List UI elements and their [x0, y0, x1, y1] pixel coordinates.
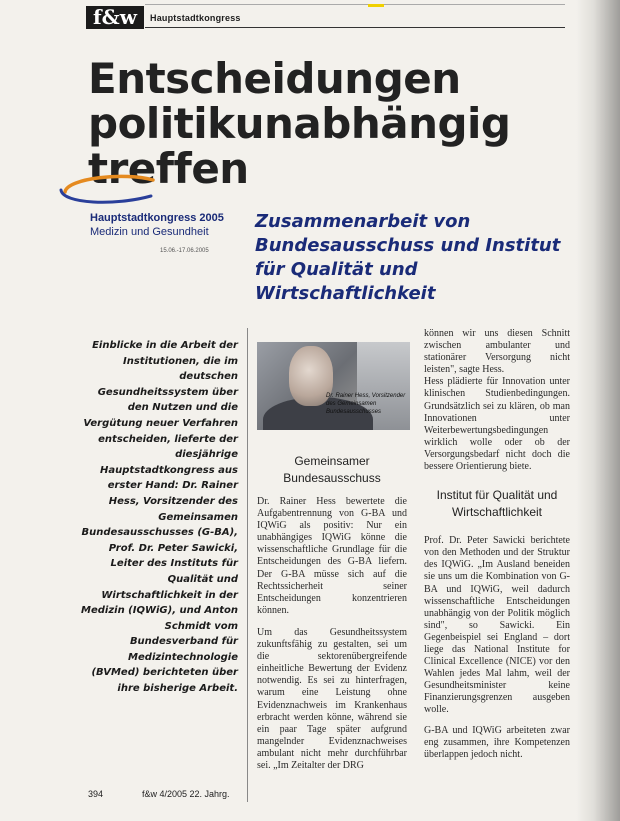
title-line-1: Entscheidungen [88, 54, 461, 103]
right-paragraph-4: G-BA und IQWiG arbeiteten zwar eng zusammen, ihre Kompetenzen überlappen jedoch nicht. [424, 724, 570, 760]
page-number: 394 [88, 789, 104, 799]
gba-paragraph-2: Um das Gesundheitssystem zukunftsfähig zu gestalten, sei um die sektorenübergreifende einheitliche Bewertung der Evidenz notwendig. Es sei zu hinterfragen, warum eine Leistung ohne Evidenznachweis im Krankenhaus erbracht werden könne, während sie ein paar Tage später aufgrund mangelnder Evidenznachweises ambulant nicht mehr durchführbar sei. „Im Zeitalter der DRG [257, 626, 407, 771]
top-rule [145, 4, 565, 5]
yellow-mark [368, 4, 384, 7]
right-column [424, 328, 570, 761]
gba-body [257, 496, 407, 782]
event-subname: Medizin und Gesundheit [90, 226, 209, 238]
intro-text: Einblicke in die Arbeit der Institutionen, die im deutschen Gesundheitssystem über den Nutzen und die Vergütung neuer Verfahren entscheiden, lieferte der diesjährige Hauptstadtkongress aus erster Hand: Dr. Rainer Hess, Vorsitzender des Gemeinsamen Bundesausschusses (G-BA), Prof. Dr. Peter Sawicki, Leiter des Instituts für Qualität und Wirtschaftlichkeit in der Medizin (IQWiG), und Anton Schmidt vom Bundesverband für Medizintechnologie (BVMed) berichteten über ihre bisherige Arbeit. [81, 340, 238, 695]
right-paragraph-1: können wir uns diesen Schnitt zwischen ambulanter und stationärer Versorgung nicht leisten", sagte Hess. [424, 328, 570, 376]
section-heading-iqwig: Institut für Qualität und Wirtschaftlichkeit [436, 488, 558, 520]
portrait-photo [257, 342, 410, 430]
right-paragraph-3: Prof. Dr. Peter Sawicki berichtete von den Methoden und der Struktur des IQWiG. „Im Ausland beneiden sie uns um die Kombination von G-BA und IQWiG, weil dadurch wissenschaftliche Entscheidungen unabhängig von der Politik möglich sind", so Sawicki. Ein Gegenbeispiel sei England – dort liege das National Institute for Clinical Excellence (NICE) vor den Wahlen jedes Mal lahm, weil der Gesundheitsminister keine Finanzierungsgrenzen ausgeben wolle. [424, 535, 570, 716]
title-line-2: politikunabhängig treffen [88, 99, 511, 193]
paragraph-gap [424, 717, 570, 725]
congress-logo-icon [55, 170, 165, 210]
section-heading-gba: Gemeinsamer Bundesausschuss [283, 454, 381, 485]
right-paragraph-2: Hess plädierte für Innovation unter klinischen Studienbedingungen. Grundsätzlich sei zu klären, ob man Innovationen unter Weiterbewertungsbedingungen wirklich wolle oder ob der Versorgungsbedarf nicht doch die bessere Orientierung biete. [424, 376, 570, 473]
event-name: Hauptstadtkongress 2005 [90, 212, 224, 224]
section-label: Hauptstadtkongress [150, 13, 241, 23]
issue-info: f&w 4/2005 22. Jahrg. [142, 789, 230, 799]
photo-caption: Dr. Rainer Hess, Vorsitzender des Gemeinsamen Bundesausschusses [326, 393, 406, 415]
header-rule [145, 27, 565, 28]
column-rule [247, 328, 248, 802]
event-dates: 15.06.-17.06.2005 [160, 248, 209, 254]
article-subtitle: Zusammenarbeit von Bundesausschuss und Institut für Qualität und Wirtschaftlichkeit [255, 211, 561, 304]
page-edge-shadow [576, 0, 620, 821]
gba-paragraph-1: Dr. Rainer Hess bewertete die Aufgabentrennung von G-BA und IQWiG als positiv: Nur ein unabhängiges IQWiG könne die wissenschaftliche Grundlage für die Entscheidungen des G-BA liefern. Der G-BA müsse sich auf die Rechtssicherheit seiner Entscheidungen konzentrieren können. [257, 496, 407, 616]
magazine-logo: f&w [86, 6, 144, 29]
